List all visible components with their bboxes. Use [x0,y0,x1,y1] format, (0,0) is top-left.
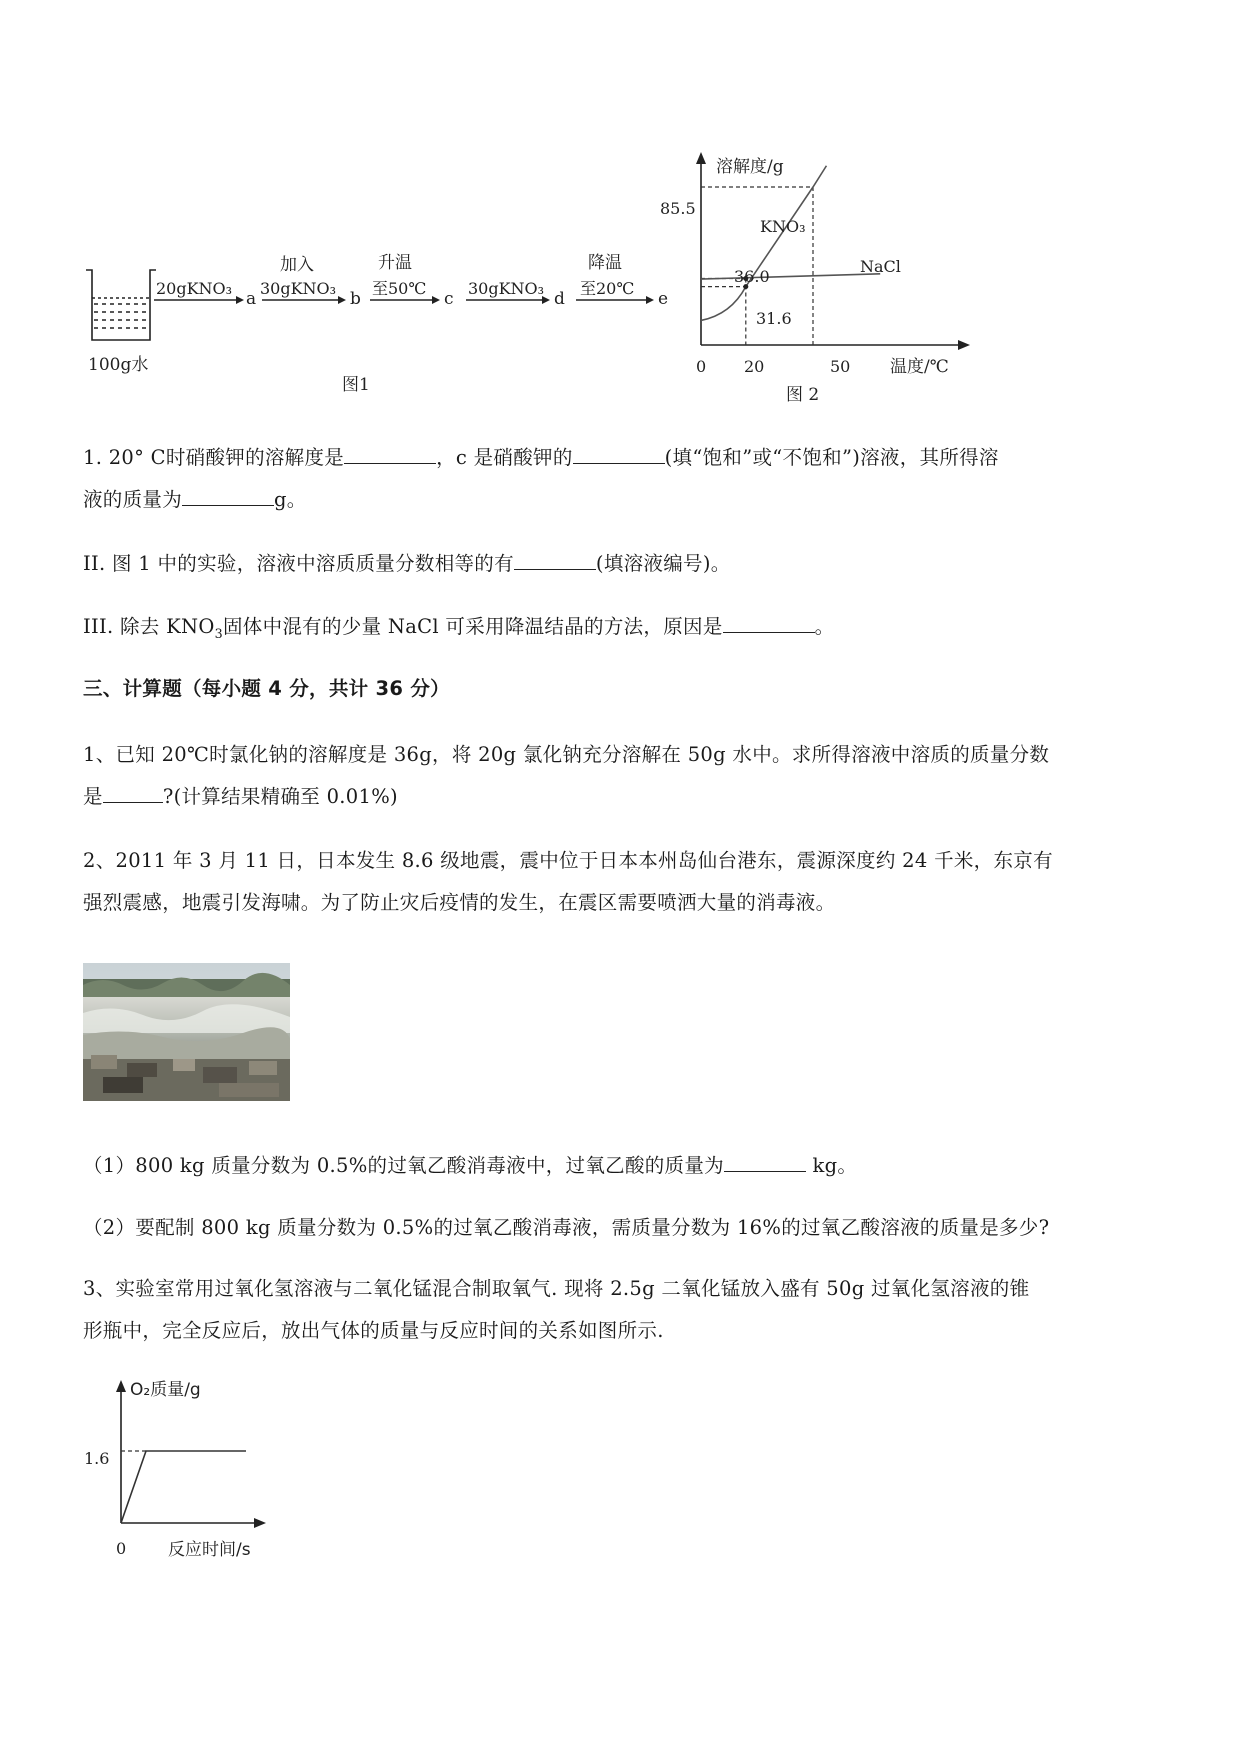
x-tick-20: 20 [744,357,765,376]
answer-blank[interactable] [573,444,665,465]
series-label-nacl: NaCl [860,257,901,276]
step5-result: e [658,289,669,309]
section-3-title: 三、计算题（每小题 4 分，共计 36 分） [83,677,450,700]
answer-blank[interactable] [344,444,436,465]
figure-3-oxygen-chart [80,1370,300,1570]
step2-reagent: 30gKNO₃ [260,279,337,298]
figure-1 [80,240,700,410]
y-mark-31-6: 31.6 [756,309,792,328]
answer-blank[interactable] [514,550,596,571]
y-mark-1-6: 1.6 [84,1449,110,1468]
beaker-icon [86,270,156,340]
y-mark-85-5: 85.5 [660,199,696,218]
series-line-kno3 [701,166,826,321]
step4-reagent: 30gKNO₃ [468,279,545,298]
step3-result: c [444,289,454,309]
problem-3: 3、实验室常用过氧化氢溶液与二氧化锰混合制取氧气. 现将 2.5g 二氧化锰放入盛有 50g 过氧化氢溶液的锥 形瓶中，完全反应后，放出气体的质量与反应时间的关系如图所示. [83,1277,1030,1342]
step5-top: 降温 [588,253,622,273]
answer-blank[interactable] [724,1152,806,1173]
step5-condition: 至20℃ [580,279,635,298]
problem-2: 2、2011 年 3 月 11 日，日本发生 8.6 级地震，震中位于日本本州岛仙台港东，震源深度约 24 千米，东京有 强烈震感，地震引发海啸。为了防止灾后疫情的发生，在震区需要喷洒大量的消毒液。 [83,849,1053,914]
x-tick-0: 0 [696,357,707,376]
figure-1-caption: 图1 [342,375,370,395]
y-mark-36-0: 36.0 [734,267,770,286]
figure-2-solubility-chart [650,150,980,420]
y-axis-label: O₂质量/g [130,1380,201,1400]
origin-label: 0 [116,1539,127,1558]
answer-blank[interactable] [723,613,815,634]
x-axis-label: 反应时间/s [168,1540,251,1560]
answer-blank[interactable] [103,783,163,804]
figure-2-caption: 图 2 [786,385,820,405]
step3-condition: 至50℃ [372,279,427,298]
x-axis-label: 温度/℃ [890,357,949,377]
x-tick-50: 50 [830,357,851,376]
answer-blank[interactable] [182,486,274,507]
step2-top: 加入 [280,255,314,275]
tsunami-photo [83,963,290,1101]
series-line-o2 [121,1451,246,1523]
series-line-nacl [701,274,880,279]
question-3: III. 除去 $KNO_3$固体中混有的少量 NaCl 可采用降温结晶的方法，原因是 。 [83,606,1168,655]
step1-result: a [246,289,257,309]
question-1: 1. 20° C时硝酸钾的溶解度是 ，c 是硝酸钾的 (填“饱和”或“不饱和”)溶液，其所得溶 液的质量为 g。 [83,437,1168,521]
problem-2-subquestion-1: （1）800 kg 质量分数为 0.5%的过氧乙酸消毒液中，过氧乙酸的质量为 kg。 [83,1145,1168,1187]
step2-result: b [350,289,361,309]
series-label-kno3: KNO₃ [760,217,806,236]
problem-2-subquestion-2: （2）要配制 800 kg 质量分数为 0.5%的过氧乙酸消毒液，需质量分数为 16%的过氧乙酸溶液的质量是多少? [83,1216,1050,1239]
question-2: II. 图 1 中的实验，溶液中溶质质量分数相等的有 (填溶液编号)。 [83,543,1168,585]
step1-reagent: 20gKNO₃ [156,279,233,298]
beaker-label: 100g水 [88,355,149,375]
step4-result: d [554,289,565,309]
y-axis-label: 溶解度/g [716,157,784,177]
step3-top: 升温 [378,253,412,273]
problem-1: 1、已知 20℃时氯化钠的溶解度是 36g，将 20g 氯化钠充分溶解在 50g 水中。求所得溶液中溶质的质量分数 是 ?(计算结果精确至 0.01%) [83,743,1050,808]
